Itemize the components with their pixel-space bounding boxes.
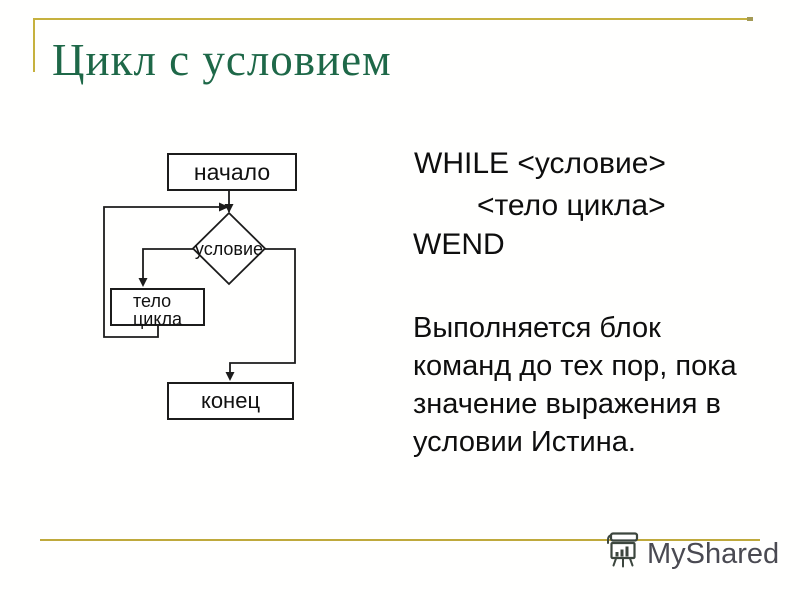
flowchart-start-box bbox=[167, 153, 297, 191]
description-line-2: команд до тех пор, пока bbox=[413, 350, 737, 382]
arrowhead-into-body bbox=[139, 278, 148, 287]
code-line-body: <тело цикла> bbox=[477, 189, 666, 222]
code-line-wend: WEND bbox=[413, 228, 505, 261]
code-line-while: WHILE <условие> bbox=[414, 147, 666, 180]
presentation-board-icon bbox=[603, 531, 641, 571]
description-line-3: значение выражения в bbox=[413, 388, 721, 420]
flowchart-end-label: конец bbox=[200, 388, 261, 413]
myshared-watermark[interactable] bbox=[603, 531, 779, 571]
flowchart-start-label: начало bbox=[193, 158, 271, 185]
flowchart-condition-label: условие bbox=[194, 239, 264, 259]
description-paragraph bbox=[413, 309, 737, 461]
flowchart-body-label-line1: тело bbox=[133, 291, 172, 311]
myshared-brand-text: MyShared bbox=[647, 538, 780, 570]
arrowhead-into-condition bbox=[225, 204, 234, 213]
flowchart-end-box bbox=[167, 382, 294, 420]
flowchart-body-label-line2: цикла bbox=[133, 309, 182, 329]
flowchart-body-box bbox=[110, 288, 205, 329]
arrowhead-into-end bbox=[226, 372, 235, 381]
description-line-4: условии Истина. bbox=[413, 426, 636, 458]
page-title: Цикл с условием bbox=[52, 35, 392, 85]
edge-condition-to-body bbox=[143, 249, 193, 285]
description-line-1: Выполняется блок bbox=[413, 312, 661, 344]
